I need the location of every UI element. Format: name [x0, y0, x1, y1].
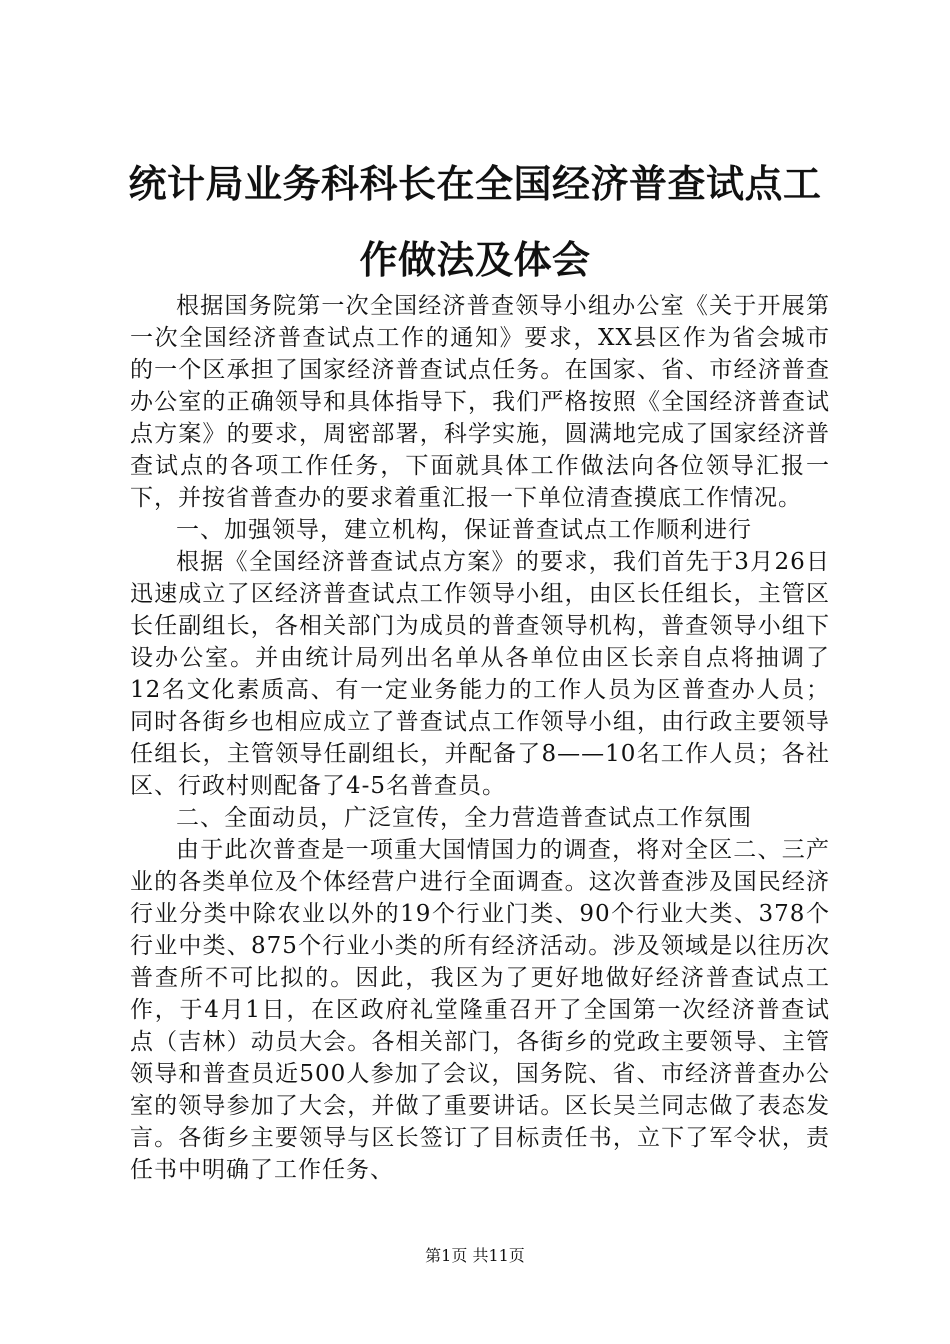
paragraph-intro: 根据国务院第一次全国经济普查领导小组办公室《关于开展第一次全国经济普查试点工作的通知》要求，XX县区作为省会城市的一个区承担了国家经济普查试点任务。在国家、省、市经济普查办公室的正确领导和具体指导下，我们严格按照《全国经济普查试点方案》的要求，周密部署，科学实施，圆满地完成了国家经济普查试点的各项工作任务，下面就具体工作做法向各位领导汇报一下，并按省普查办的要求着重汇报一下单位清查摸底工作情况。: [130, 293, 830, 511]
paragraph-section-2: 由于此次普查是一项重大国情国力的调查，将对全区二、三产业的各类单位及个体经营户进行全面调查。这次普查涉及国民经济行业分类中除农业以外的19个行业门类、90个行业大类、378个行业中类、875个行业小类的所有经济活动。涉及领域是以往历次普查所不可比拟的。因此，我区为了更好地做好经济普查试点工作，于4月1日，在区政府礼堂隆重召开了全国第一次经济普查试点（吉林）动员大会。各相关部门，各街乡的党政主要领导、主管领导和普查员近500人参加了会议，国务院、省、市经济普查办公室的领导参加了大会，并做了重要讲话。区长吴兰同志做了表态发言。各街乡主要领导与区长签订了目标责任书，立下了军令状，责任书中明确了工作任务、: [130, 837, 830, 1183]
section-heading-1: 一、加强领导，建立机构，保证普查试点工作顺利进行: [176, 517, 752, 543]
document-body: [130, 290, 830, 1186]
section-heading-2: 二、全面动员，广泛宣传，全力营造普查试点工作氛围: [176, 805, 752, 831]
document-title: 统计局业务科科长在全国经济普查试点工作做法及体会: [128, 161, 822, 282]
page-footer: 第1页 共11页: [425, 1246, 525, 1265]
paragraph-section-1: 根据《全国经济普查试点方案》的要求，我们首先于3月26日迅速成立了区经济普查试点工作领导小组，由区长任组长，主管区长任副组长，各相关部门为成员的普查领导机构，普查领导小组下设办公室。并由统计局列出名单从各单位由区长亲自点将抽调了12名文化素质高、有一定业务能力的工作人员为区普查办人员；同时各街乡也相应成立了普查试点工作领导小组，由行政主要领导任组长，主管领导任副组长，并配备了8——10名工作人员；各社区、行政村则配备了4-5名普查员。: [130, 549, 830, 799]
